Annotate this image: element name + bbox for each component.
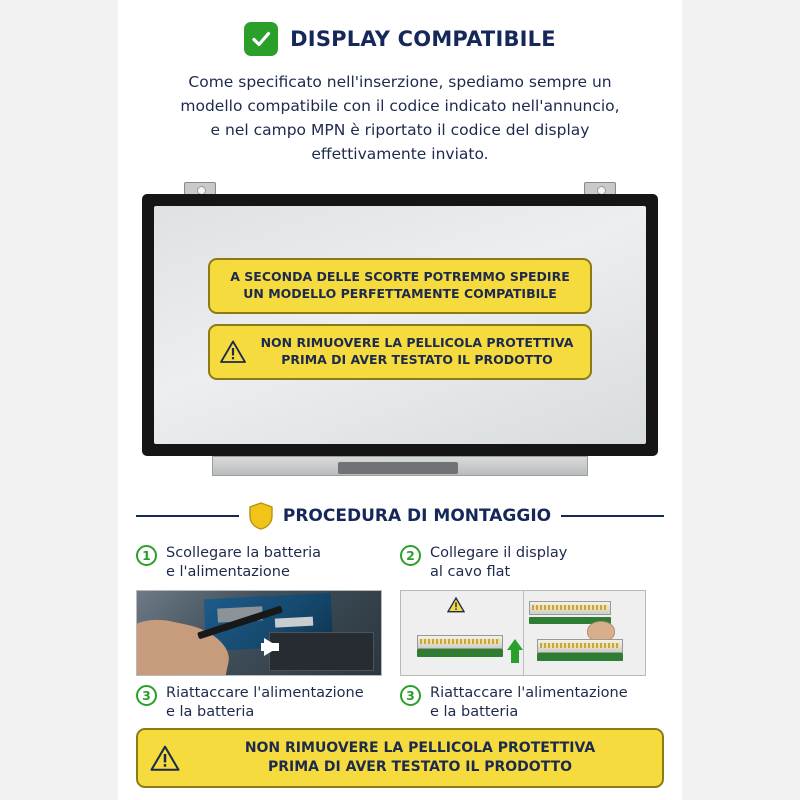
intro-line-1: Come specificato nell'inserzione, spediamo sempre un	[188, 73, 612, 91]
right-margin-rail	[682, 0, 800, 800]
step-label-line-2: e la batteria	[430, 703, 519, 720]
content-column	[118, 0, 682, 800]
footer-warning-line-2: PRIMA DI AVER TESTATO IL PRODOTTO	[267, 759, 573, 776]
panel-warning-line-1: NON RIMUOVERE LA PELLICOLA PROTETTIVA	[260, 334, 574, 350]
stock-notice-box	[208, 258, 592, 314]
step-item	[136, 544, 382, 582]
step-label-line-1: Riattaccare l'alimentazione	[166, 684, 364, 701]
intro-line-2: modello compatibile con il codice indicato nell'annuncio,	[180, 97, 620, 116]
step-label	[166, 684, 364, 722]
step-label-line-2: e l'alimentazione	[166, 563, 290, 580]
warning-triangle-icon	[447, 597, 465, 613]
intro-line-4: effettivamente inviato.	[311, 145, 489, 164]
battery-shape	[269, 632, 373, 671]
step-label-line-1: Collegare il display	[430, 545, 568, 562]
step-number: 2	[400, 545, 421, 566]
step-label-line-1: Scollegare la batteria	[166, 545, 322, 562]
step-number: 3	[400, 685, 421, 706]
warning-triangle-icon	[220, 340, 246, 364]
step-item	[400, 544, 646, 582]
step-item	[400, 684, 646, 722]
intro-line-3: e nel campo MPN è riportato il codice del display	[210, 121, 590, 140]
connector-socket-left	[417, 649, 503, 657]
panel-warning-line-2: PRIMA DI AVER TESTATO IL PRODOTTO	[281, 351, 553, 367]
procedure-column-1	[136, 544, 382, 729]
cable-contacts	[532, 605, 608, 610]
divider-right	[561, 515, 664, 517]
footer-warning-text	[190, 739, 650, 777]
procedure-header	[136, 502, 664, 530]
stock-notice-line-2: UN MODELLO PERFETTAMENTE COMPATIBILE	[243, 285, 557, 301]
step-label	[430, 684, 628, 722]
flat-cable-connector-photo	[400, 590, 646, 676]
step-label	[430, 544, 567, 582]
step-label-line-1: Riattaccare l'alimentazione	[430, 684, 628, 701]
laptop-internals-photo	[136, 590, 382, 676]
intro-paragraph	[142, 70, 658, 166]
step-label-line-2: al cavo flat	[430, 563, 511, 580]
stock-notice-line-1: A SECONDA DELLE SCORTE POTREMMO SPEDIRE	[230, 269, 570, 285]
cable-contacts	[540, 643, 620, 648]
step-number: 3	[136, 685, 157, 706]
check-icon	[244, 22, 278, 56]
display-panel-illustration	[142, 182, 658, 482]
page-title: DISPLAY COMPATIBILE	[290, 27, 556, 51]
cable-contacts	[420, 639, 500, 644]
photo-divider	[523, 591, 524, 675]
panel-bezel	[142, 194, 658, 456]
procedure-column-2	[400, 544, 646, 729]
step-number: 1	[136, 545, 157, 566]
procedure-title: PROCEDURA DI MONTAGGIO	[282, 506, 552, 527]
shield-icon	[249, 502, 273, 530]
footer-warning-box	[136, 728, 664, 788]
procedure-steps	[136, 544, 664, 729]
step-label-line-2: e la batteria	[166, 703, 255, 720]
fingertip-shape	[587, 621, 615, 641]
panel-warning-box	[208, 324, 592, 380]
insert-arrow-icon	[507, 639, 523, 650]
panel-connector	[338, 462, 458, 474]
step-label	[166, 544, 321, 582]
flat-cable-left	[417, 635, 503, 649]
warning-triangle-icon	[150, 745, 180, 772]
header	[118, 22, 682, 56]
direction-arrow-icon	[264, 638, 279, 656]
connector-socket-right	[537, 653, 623, 661]
panel-screen-surface	[154, 206, 646, 444]
flat-cable-right	[537, 639, 623, 653]
left-margin-rail	[0, 0, 118, 800]
step-item	[136, 684, 382, 722]
footer-warning-line-1: NON RIMUOVERE LA PELLICOLA PROTETTIVA	[244, 740, 596, 757]
divider-left	[136, 515, 239, 517]
panel-warning-text	[254, 335, 580, 369]
flat-cable-top	[529, 601, 611, 615]
